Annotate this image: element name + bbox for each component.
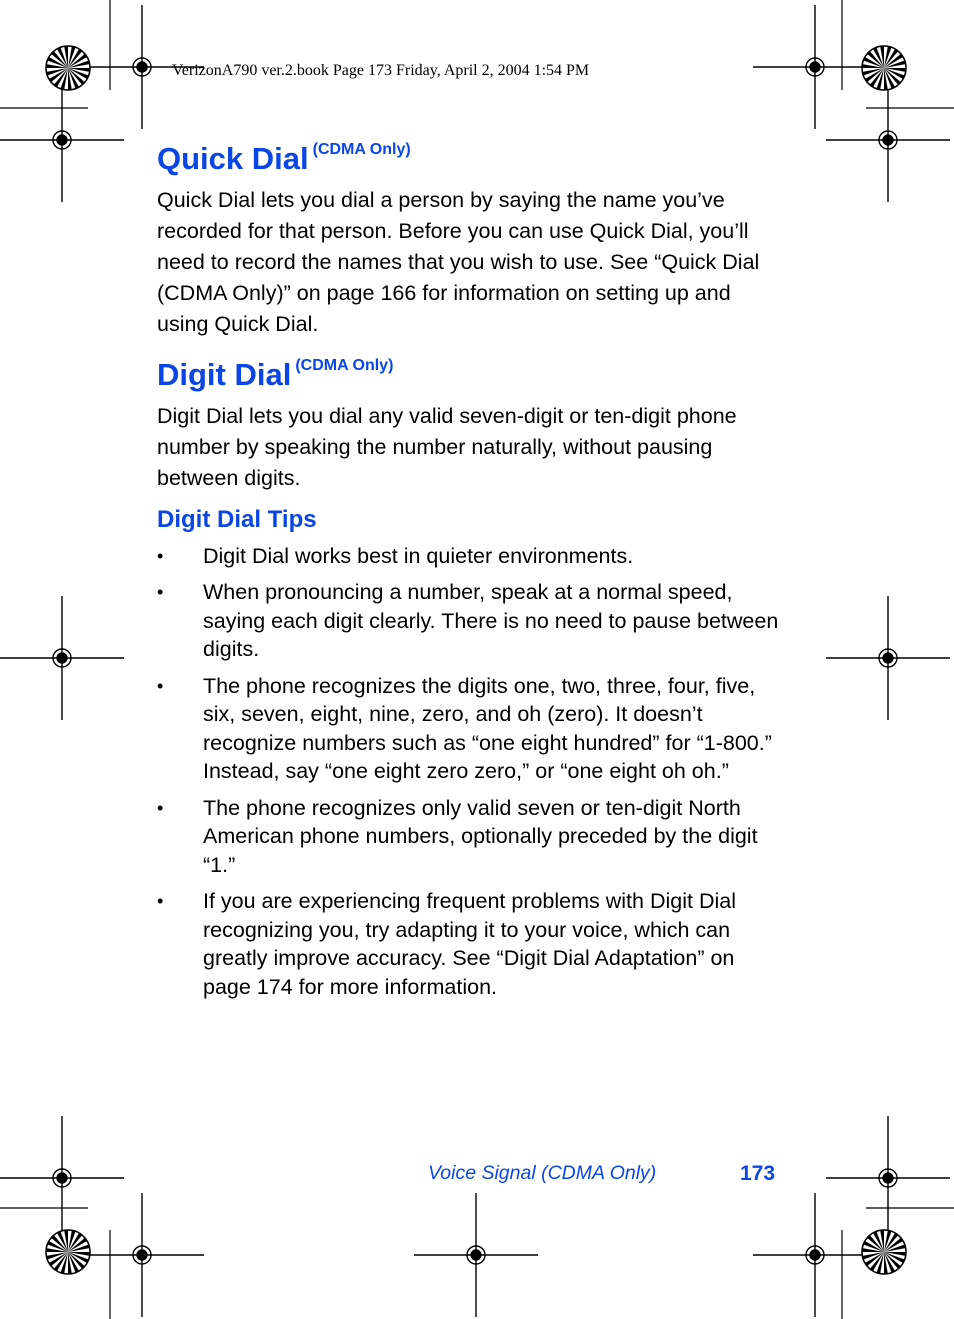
bullet-icon: • [157,891,164,912]
tip-text: The phone recognizes only valid seven or ten-digit North American phone numbers, optionally preceded by the digit “1.” [203,795,758,877]
bullet-icon: • [157,582,164,603]
print-header: VerizonA790 ver.2.book Page 173 Friday, April 2, 2004 1:54 PM [172,62,590,79]
crosshair-mark-icon [826,78,950,202]
digit-dial-tips-heading: Digit Dial Tips [157,506,317,534]
tip-text: If you are experiencing frequent problems with Digit Dial recognizing you, try adapting it to your voice, which can greatly improve accuracy. See “Digit Dial Adaptation” on page 174 for more information. [203,889,736,999]
digit-dial-body: Digit Dial lets you dial any valid seven-digit or ten-digit phone number by speaking the number naturally, without pausing between digits. [157,404,737,491]
crosshair-mark-icon [0,78,124,202]
digit-dial-tips-list [157,542,787,1002]
tip-item [157,887,787,1001]
bullet-icon: • [157,675,164,696]
quick-dial-heading [157,140,787,177]
page-content [157,140,787,1009]
page-number: 173 [740,1162,776,1185]
crosshair-mark-icon [0,596,124,720]
tip-item [157,578,787,664]
crosshair-mark-icon [0,1116,124,1240]
sunburst-target-icon [862,1230,906,1274]
crosshair-mark-icon [80,1193,204,1317]
tip-item [157,542,787,571]
tip-item [157,672,787,786]
sunburst-target-icon [46,46,90,90]
crosshair-mark-icon [753,1193,877,1317]
tip-text: Digit Dial works best in quieter environments. [203,543,634,568]
sunburst-target-icon [862,46,906,90]
digit-dial-heading [157,356,787,393]
bullet-icon: • [157,797,164,818]
digit-dial-qualifier: (CDMA Only) [295,357,394,375]
crosshair-mark-icon [753,5,877,129]
tip-text: When pronouncing a number, speak at a normal speed, saying each digit clearly. There is no need to pause between digits. [203,580,779,662]
crosshair-mark-icon [826,596,950,720]
crosshair-mark-icon [826,1116,950,1240]
digit-dial-title: Digit Dial [157,357,292,393]
bullet-icon: • [157,545,164,566]
quick-dial-qualifier: (CDMA Only) [312,141,411,158]
quick-dial-title: Quick Dial [157,141,309,176]
footer-chapter: Voice Signal (CDMA Only) [428,1162,657,1184]
sunburst-target-icon [46,1230,90,1274]
crosshair-mark-icon [414,1193,538,1317]
tip-item [157,794,787,880]
tip-text: The phone recognizes the digits one, two, three, four, five, six, seven, eight, nine, zero, and oh (zero). It doesn’t recognize numbers such as “one eight hundred” for “1-800.” Instead, say “one eight zero zero,” or “one eight oh oh.” [203,673,772,784]
quick-dial-body: Quick Dial lets you dial a person by saying the name you’ve recorded for that person. Before you can use Quick Dial, you’ll need to record the names that you wish to use. See “Quick Dial (CDMA Only)” on page 166 for information on setting up and using Quick Dial. [157,188,760,337]
